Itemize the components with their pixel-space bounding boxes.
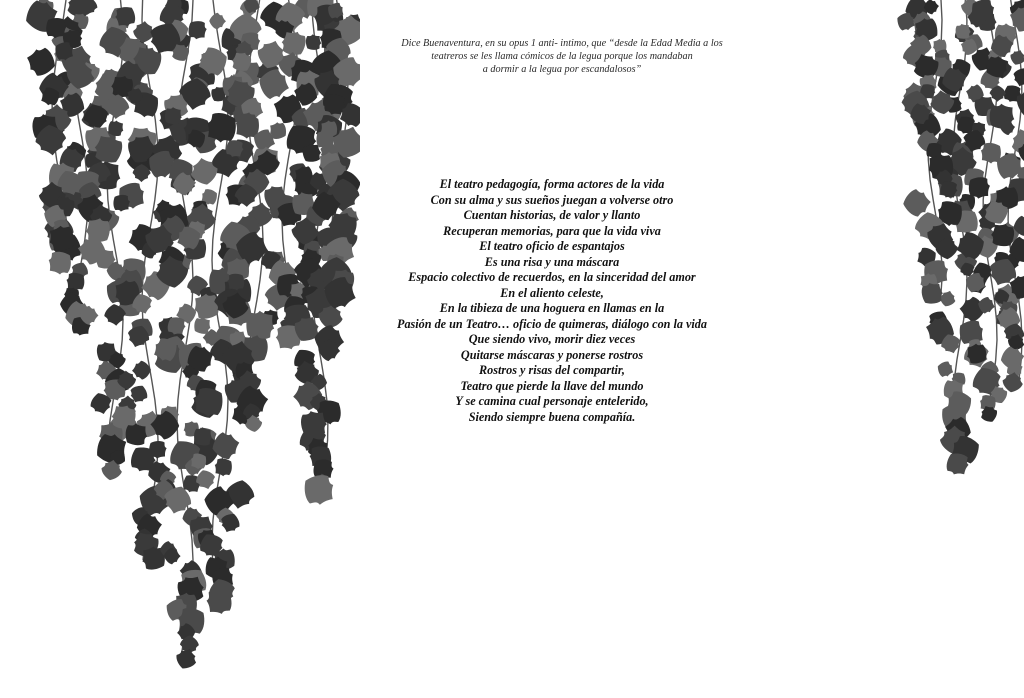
epigraph-line: Dice Buenaventura, en su opus 1 anti- intimo, que “desde la Edad Media a los: [401, 38, 723, 49]
poem-line: Siendo siempre buena compañía.: [468, 409, 636, 424]
poem-line: El teatro oficio de espantajos: [479, 239, 625, 253]
poem-line: El teatro pedagogía, forma actores de la vida: [439, 177, 665, 191]
epigraph-quote: [362, 37, 762, 76]
poem-line: Espacio colectivo de recuerdos, en la sinceridad del amor: [408, 270, 696, 284]
left-ivy-vine-icon: [20, 0, 360, 680]
poem-line: Teatro que pierde la llave del mundo: [460, 378, 644, 393]
poem-line: Es una risa y una máscara: [484, 254, 620, 269]
poem-line: Y se camina cual personaje entelerido,: [455, 394, 649, 408]
poem-line: Rostros y risas del compartir,: [479, 363, 625, 377]
poem-line: Quitarse máscaras y ponerse rostros: [460, 347, 644, 362]
poem-line: En la tibieza de una hoguera en llamas en la: [439, 301, 665, 315]
right-ivy-vine-icon: [890, 0, 1024, 480]
poem-line: Recuperan memorias, para que la vida viva: [443, 223, 661, 238]
ivy-leaf-icon: [209, 13, 226, 30]
ivy-leaf-icon: [935, 359, 956, 380]
poem-line: Que siendo vivo, morir diez veces: [468, 332, 636, 346]
poem-line: Con su alma y sus sueños juegan a volverse otro: [430, 192, 674, 207]
poem: [352, 177, 752, 425]
poem-line: Cuentan historias, de valor y llanto: [463, 208, 641, 222]
epigraph-line: teatreros se les llama cómicos de la legua porque los mandaban: [431, 51, 693, 62]
poem-line: Pasión de un Teatro… oficio de quimeras, diálogo con la vida: [397, 316, 707, 331]
epigraph-line: a dormir a la legua por escandalosos”: [482, 64, 642, 75]
poem-line: En el aliento celeste,: [500, 285, 604, 300]
